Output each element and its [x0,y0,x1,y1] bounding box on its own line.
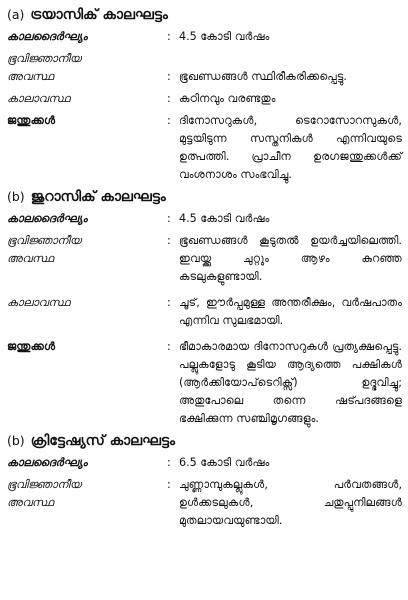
row-value: ദിനോസറുകൾ, ടെറോസോറസുകൾ, മുട്ടയിടുന്ന സസ്തനികൾ എന്നിവയുടെ ഉത്പത്തി. പ്രാചീന ഉരഗജന്തുക്കൾക്ക് വംശനാശം സംഭവിച്ചു. [179,114,402,181]
row-label: കാലദൈർഘ്യം [7,30,88,43]
row-label: ഭൂവിജ്ഞാനീയ അവസ്ഥ [7,52,82,83]
row-label: ജന്തുക്കൾ [7,114,56,127]
section-letter: (b) [7,189,25,204]
colon: : [167,234,171,247]
colon: : [167,296,171,309]
row-label: കാലാവസ്ഥ [7,92,70,105]
row-geology [7,476,404,530]
section-letter: (b) [7,433,25,448]
colon: : [167,478,171,491]
row-fauna [7,338,404,428]
section-heading [7,2,404,28]
row-geology [7,232,404,286]
row-value: കഠിനവും വരണ്ടതും [179,92,276,105]
row-label: കാലദൈർഘ്യം [7,456,88,469]
section-title: ക്രിട്ടേഷ്യസ് കാലഘട്ടം [30,433,175,449]
row-duration [7,28,404,46]
section-title: ട്രയാസിക് കാലഘട്ടം [30,7,168,23]
row-value: ഭീമാകാരമായ ദിനോസറുകൾ പ്രത്യക്ഷപ്പെട്ടു. പല്ലുകളോടു കൂടിയ ആദ്യത്തെ പക്ഷികൾ (ആർക്കിയോപ്‌ടെറിക്സ്) ഉദ്ഭവിച്ചു; അതുപോലെ തന്നെ ഷട്പദങ്ങളെ ഭക്ഷിക്കുന്ന സഞ്ചിമൃഗങ്ങളും. [179,340,402,425]
row-climate [7,294,404,330]
colon: : [167,30,171,43]
row-geology [7,50,404,86]
colon: : [167,70,171,83]
section-cretaceous [7,428,404,530]
row-value: 4.5 കോടി വർഷം [179,212,270,225]
section-letter: (a) [7,7,25,22]
section-heading [7,428,404,454]
row-value: ചുണ്ണാമ്പുകല്ലുകൾ, പർവതങ്ങൾ, ഉൾക്കടലുകൾ, ചതുപ്പുനിലങ്ങൾ മുതലായവയുണ്ടായി. [179,478,402,527]
colon: : [167,92,171,105]
row-climate [7,90,404,108]
row-value: 6.5 കോടി വർഷം [179,456,270,469]
colon: : [167,114,171,127]
colon: : [167,212,171,225]
row-value: ഭൂഖണ്ഡങ്ങൾ സ്ഥിരീകരിക്കപ്പെട്ടു. [179,70,347,83]
section-triassic [7,2,404,184]
row-label: ഭൂവിജ്ഞാനീയ അവസ്ഥ [7,478,82,509]
section-jurassic [7,184,404,428]
row-label: കാലദൈർഘ്യം [7,212,88,225]
row-value: ഭൂഖണ്ഡങ്ങൾ കൂടുതൽ ഉയർച്ചയിലെത്തി. ഇവയ്ക്കു ചുറ്റും ആഴം കുറഞ്ഞ കടലുകളുണ്ടായി. [179,234,402,283]
colon: : [167,340,171,353]
row-label: ഭൂവിജ്ഞാനീയ അവസ്ഥ [7,234,82,265]
row-label: കാലാവസ്ഥ [7,296,70,309]
colon: : [167,456,171,469]
row-duration [7,210,404,228]
row-fauna [7,112,404,184]
row-duration [7,454,404,472]
row-value: ചൂട്, ഈർപ്പമുള്ള അന്തരീക്ഷം, വർഷപാതം എന്നിവ സുലഭമായി. [179,296,402,327]
section-heading [7,184,404,210]
section-title: ജുറാസിക് കാലഘട്ടം [30,189,166,205]
row-value: 4.5 കോടി വർഷം [179,30,270,43]
row-label: ജന്തുക്കൾ [7,340,56,353]
